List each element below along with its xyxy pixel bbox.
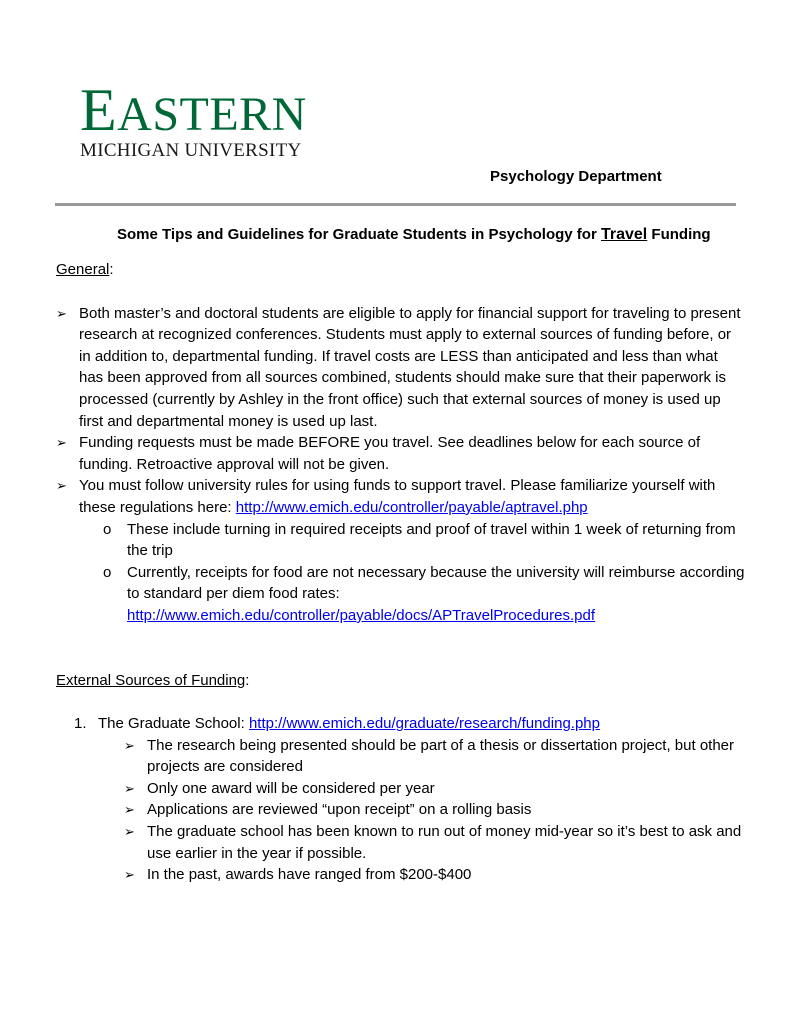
arrow-bullet-icon: ➢	[56, 435, 67, 451]
general-bullet-list	[56, 303, 746, 627]
item-number: 1.	[74, 715, 87, 733]
section-heading-text: General	[56, 261, 110, 278]
bullet-text: The research being presented should be part of a thesis or dissertation project, but other projects are considered	[147, 736, 735, 776]
list-item	[124, 821, 746, 864]
section-heading-colon: :	[245, 671, 250, 689]
bullet-text: The graduate school has been known to run out of money mid-year so it’s best to ask and use earlier in the year if possible.	[147, 823, 742, 862]
arrow-bullet-icon: ➢	[124, 867, 135, 883]
funding-source-label: The Graduate School:	[98, 715, 249, 733]
list-item	[74, 713, 746, 886]
arrow-bullet-icon: ➢	[124, 737, 135, 753]
logo-wordmark-initial: E	[80, 77, 118, 143]
section-heading-text: External Sources of Funding	[56, 671, 246, 689]
rules-sub-list	[79, 519, 746, 627]
bullet-text: You must follow university rules for using funds to support travel. Please familiarize yourself with these regulations here:	[79, 477, 716, 516]
bullet-text: Funding requests must be made BEFORE you travel. See deadlines below for each source of funding. Retroactive approval will not be given.	[79, 434, 701, 473]
logo-wordmark-rest: ASTERN	[117, 88, 307, 141]
logo-wordmark	[80, 77, 350, 143]
section-heading-external	[56, 670, 746, 692]
list-item	[124, 864, 746, 886]
section-heading-colon: :	[109, 261, 114, 278]
logo-subtitle: MICHIGAN UNIVERSITY	[80, 140, 302, 161]
list-item	[56, 432, 746, 475]
bullet-text: Both master’s and doctoral students are eligible to apply for financial support for traveling to present research at recognized conferences. Students must apply to external sources of funding before, or in addition to, departmental funding. If travel costs are LESS than anticipated and less than what has been approved from all sources combined, students should make sure that their paperwork is processed (currently by Ashley in the front office) such that external sources of money is used up first and departmental money is used up last.	[79, 304, 741, 430]
arrow-bullet-icon: ➢	[56, 305, 67, 321]
list-item	[103, 562, 746, 627]
department-name: Psychology Department	[490, 168, 662, 185]
bullet-text: In the past, awards have ranged from $200-$400	[147, 866, 472, 884]
arrow-bullet-icon: ➢	[124, 780, 135, 796]
graduate-school-bullets	[98, 735, 746, 886]
document-body	[56, 259, 746, 886]
section-heading-general	[56, 259, 746, 281]
university-logo	[80, 77, 350, 161]
arrow-bullet-icon: ➢	[124, 802, 135, 818]
aptravel-link[interactable]: http://www.emich.edu/controller/payable/aptravel.php	[235, 498, 588, 516]
title-emphasis: Travel	[600, 226, 648, 243]
arrow-bullet-icon: ➢	[56, 478, 67, 494]
list-item	[103, 519, 746, 562]
graduate-funding-link[interactable]: http://www.emich.edu/graduate/research/funding.php	[248, 715, 600, 733]
list-item	[124, 799, 746, 821]
arrow-bullet-icon: ➢	[124, 824, 135, 840]
bullet-text: Only one award will be considered per year	[147, 779, 435, 797]
bullet-text: Currently, receipts for food are not necessary because the university will reimburse according to standard per diem food rates:	[127, 563, 745, 603]
funding-sources-list	[56, 713, 746, 886]
list-item	[56, 475, 746, 626]
circle-bullet-icon: o	[103, 563, 112, 581]
list-item	[56, 303, 746, 433]
bullet-text: These include turning in required receipts and proof of travel within 1 week of returning from the trip	[127, 520, 736, 560]
circle-bullet-icon: o	[103, 520, 112, 538]
list-item	[124, 778, 746, 800]
title-text-end: Funding	[647, 226, 711, 243]
header-divider	[55, 203, 736, 206]
document-title	[117, 226, 711, 244]
title-text: Some Tips and Guidelines for Graduate Students in Psychology for	[117, 226, 601, 243]
travel-procedures-link[interactable]: http://www.emich.edu/controller/payable/docs/APTravelProcedures.pdf	[127, 606, 596, 624]
list-item	[124, 735, 746, 778]
bullet-text: Applications are reviewed “upon receipt” on a rolling basis	[147, 801, 532, 819]
